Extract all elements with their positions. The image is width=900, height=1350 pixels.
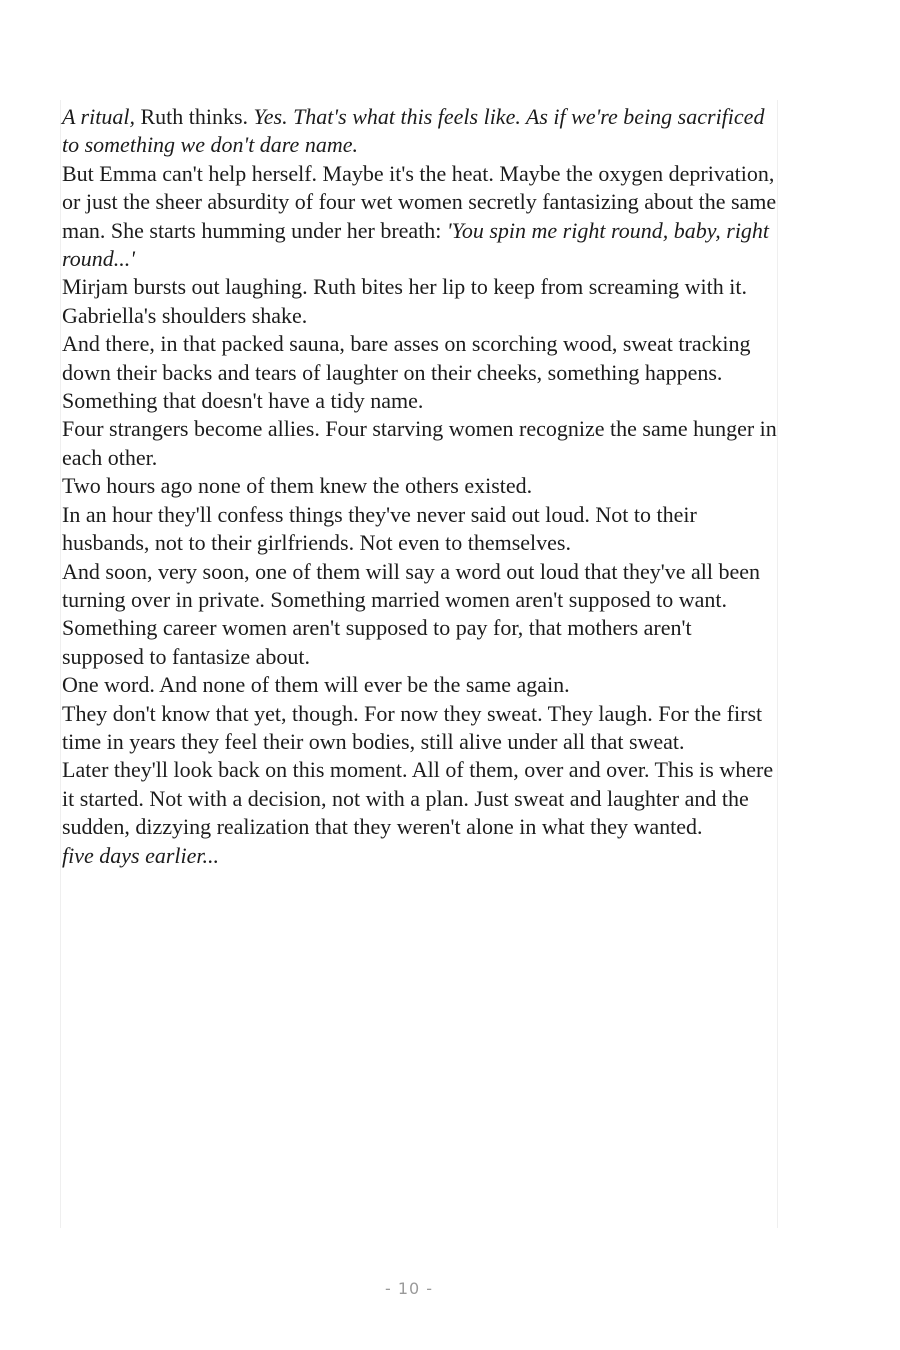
text-run: One word. And none of them will ever be the same again.: [62, 672, 570, 698]
italic-text-run: Yes. That's what this feels like. As if we're being sacrificed to something we don't dare name.: [62, 104, 765, 158]
text-run: Ruth thinks.: [134, 104, 254, 129]
italic-text-run: 'You spin me right round, baby, right round...': [62, 217, 770, 272]
paragraph: [62, 842, 778, 870]
paragraph: [62, 756, 778, 841]
paragraph: [62, 160, 778, 274]
paragraph: [62, 330, 778, 415]
text-run: Mirjam bursts out laughing. Ruth bites her lip to keep from screaming with it. Gabriella's shoulders shake.: [62, 274, 747, 328]
text-run: Later they'll look back on this moment. All of them, over and over. This is where it started. Not with a decision, not with a plan. Just sweat and laughter and the sudden, dizzying realization that they weren't alone in what they wanted.: [62, 757, 774, 840]
paragraph: [62, 671, 778, 699]
text-run: And there, in that packed sauna, bare asses on scorching wood, sweat tracking down their backs and tears of laughter on their cheeks, something happens. Something that doesn't have a tidy name.: [62, 331, 751, 414]
paragraph: [62, 415, 778, 472]
text-run: But Emma can't help herself. Maybe it's the heat. Maybe the oxygen deprivation, or just the sheer absurdity of four wet women secretly fantasizing about the same man. She starts humming under her breath:: [62, 160, 777, 243]
paragraph: [62, 558, 778, 672]
text-run: Two hours ago none of them knew the others existed.: [62, 473, 533, 499]
paragraph: [62, 103, 778, 160]
paragraph: [62, 501, 778, 558]
paragraph: [62, 700, 778, 757]
paragraph: [62, 273, 778, 330]
paragraph: [62, 472, 778, 500]
text-run: Four strangers become allies. Four starving women recognize the same hunger in each other.: [62, 416, 777, 470]
text-run: They don't know that yet, though. For now they sweat. They laugh. For the first time in years they feel their own bodies, still alive under all that sweat.: [62, 700, 763, 754]
page-number: - 10 -: [384, 1279, 434, 1298]
body-text: [62, 103, 778, 870]
text-run: In an hour they'll confess things they've never said out loud. Not to their husbands, not to their girlfriends. Not even to themselves.: [62, 501, 697, 556]
italic-text-run: five days earlier...: [62, 842, 220, 868]
italic-text-run: A ritual,: [62, 104, 135, 129]
text-run: And soon, very soon, one of them will say a word out loud that they've all been turning over in private. Something married women aren't supposed to want. Something career women aren't supposed to pay for, that mothers aren't supposed to fantasize about.: [62, 558, 761, 669]
